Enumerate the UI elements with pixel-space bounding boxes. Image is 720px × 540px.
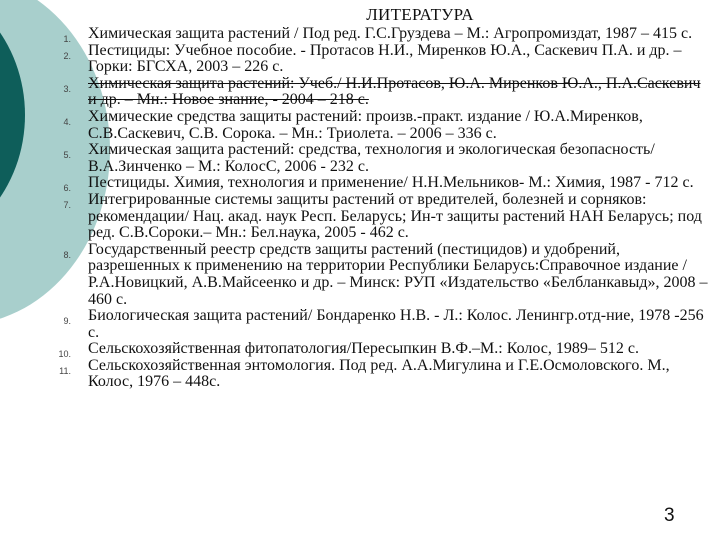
reference-number: 5.	[63, 150, 71, 161]
page-number: 3	[664, 505, 675, 526]
reference-item	[63, 41, 712, 76]
reference-item	[63, 74, 712, 109]
reference-text: Сельскохозяйственная фитопатология/Пересыпкин В.Ф.–М.: Колос, 1989– 512 с.	[88, 340, 639, 358]
reference-number: 8.	[63, 249, 71, 260]
reference-text: Химическая защита растений: средства, технология и экологическая безопасность/ В.А.Зинченко – М.: КолосС, 2006 - 232 с.	[88, 141, 655, 175]
reference-number: 11.	[59, 365, 71, 376]
reference-number: 3.	[63, 83, 71, 94]
reference-text: Химические средства защиты растений: произв.-практ. издание / Ю.А.Миренков, С.В.Саскевич, С.В. Сорока. – Мн.: Триолета. – 2006 – 336 с.	[88, 107, 643, 142]
reference-text: Интегрированные системы защиты растений от вредителей, болезней и сорняков: рекомендации/ Нац. акад. наук Респ. Беларусь; Ин-т защиты растений НАН Беларусь; под ред. С.В.Сороки.– Мн.: Бел.наука, 2005 - 462 с.	[88, 190, 702, 242]
reference-item	[58, 340, 712, 360]
reference-item	[63, 141, 712, 175]
reference-text: Сельскохозяйственная энтомология. Под ред. А.А.Мигулина и Г.Е.Осмоловского. М., Колос, 1976 – 448с.	[88, 356, 670, 391]
reference-item	[63, 240, 712, 308]
reference-text: Химическая защита растений / Под ред. Г.С.Груздева – М.: Агропромиздат, 1987 – 415 с.	[88, 25, 693, 42]
reference-number: 9.	[63, 316, 71, 327]
reference-number: 7.	[63, 199, 71, 210]
page-title: ЛИТЕРАТУРА	[366, 5, 474, 24]
reference-item	[63, 307, 712, 341]
reference-number: 10.	[58, 349, 71, 360]
reference-item	[63, 107, 712, 142]
reference-number: 6.	[63, 183, 71, 194]
reference-number: 2.	[63, 50, 71, 61]
reference-number: 4.	[63, 116, 71, 127]
reference-text: Государственный реестр средств защиты растений (пестицидов) и удобрений, разрешенных к применению на территории Республики Беларусь:Справочное издание / Р.А.Новицкий, А.В.Майсеенко и др. – Минск: РУП «Издательство «Белбланкавыд», 2008 – 460 с.	[88, 240, 708, 308]
reference-list	[58, 25, 712, 391]
reference-item	[63, 25, 712, 44]
reference-item	[63, 174, 712, 194]
reference-text: Пестициды: Учебное пособие. - Протасов Н.И., Миренков Ю.А., Саскевич П.А. и др. – Горки: БГСХА, 2003 – 226 с.	[88, 41, 682, 76]
reference-item	[63, 190, 712, 242]
reference-item	[59, 356, 712, 391]
reference-number: 1.	[63, 34, 71, 44]
reference-text: Химическая защита растений: Учеб./ Н.И.Протасов, Ю.А. Миренков Ю.А., П.А.Саскевич и др. – Мн.: Новое знание, - 2004 – 218 с.	[88, 74, 701, 109]
reference-text: Биологическая защита растений/ Бондаренко Н.В. - Л.: Колос. Ленингр.отд-ние, 1978 -256 с.	[88, 307, 704, 341]
reference-text: Пестициды. Химия, технология и применение/ Н.Н.Мельников- М.: Химия, 1987 - 712 с.	[88, 174, 694, 192]
